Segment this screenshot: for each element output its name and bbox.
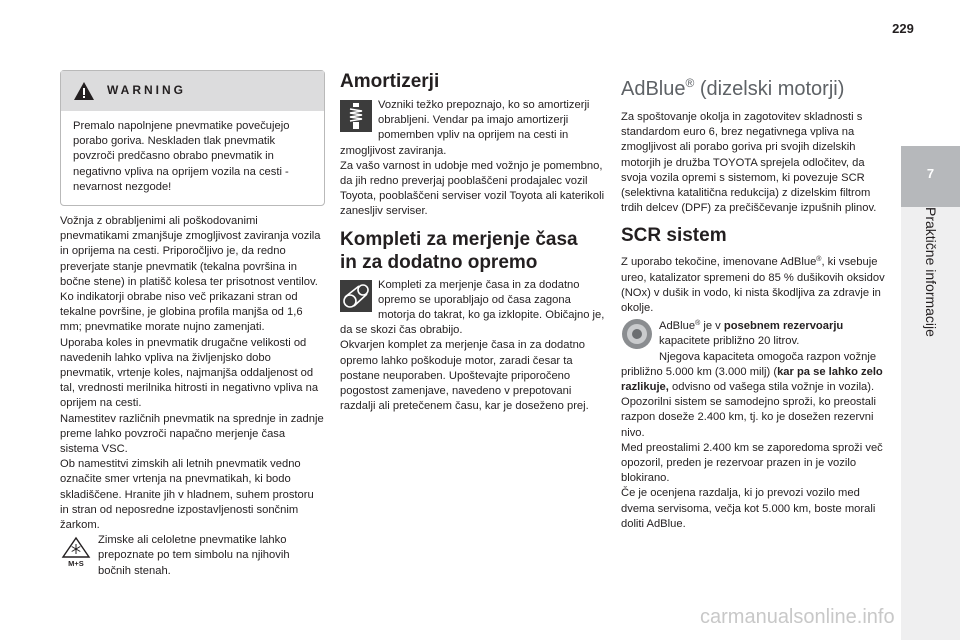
- column-right: [621, 70, 886, 532]
- range-paragraph: [621, 350, 886, 441]
- chapter-title: Praktične informacije: [923, 207, 939, 337]
- timing-kits-heading-line2: in za dodatno opremo: [340, 251, 538, 273]
- adblue-tank-note: [621, 316, 886, 349]
- tire-paragraph-4: Namestitev različnih pnevmatik na sprednje in zadnje preme lahko povzroči napačno merjenje časa sistema VSC.: [60, 412, 324, 456]
- column-middle: [340, 70, 605, 414]
- tire-paragraph-1: Vožnja z obrabljenimi ali poškodovanimi pnevmatikami zmanjšuje zmogljivost zaviranja vozila in oprijema na cesti. Priporočljivo je, da redno preverjate stanje pnevmatik (tekalna površina in bočne stene) in platišč kolesa ter prisotnost ventilov.: [60, 215, 321, 288]
- service-paragraph: Če je ocenjena razdalja, ki jo prevozi vozilo med dvema servisoma, večja kot 5.000 km, boste morali doliti AdBlue.: [621, 487, 876, 530]
- shock-absorbers-heading: Amortizerji: [340, 71, 440, 92]
- adblue-heading: [621, 70, 886, 102]
- tank-text-sup: ®: [695, 320, 701, 328]
- chapter-title-container: [901, 207, 960, 407]
- mountain-snowflake-icon: [60, 535, 92, 567]
- timing-kits-lead: [340, 278, 605, 339]
- shock-absorbers-body: Za vašo varnost in udobje med vožnjo je pomembno, da jih redno preverjaj pooblaščeni prodajalec vozil Toyota, pooblaščeni serviser vozil Toyota ali katerikoli zanesljiv serviser.: [340, 159, 605, 218]
- shock-absorbers-lead-text: Vozniki težko prepoznajo, ko so amortizerji obrabljeni. Vendar pa imajo amortizerji pomemben vpliv na oprijem na cesti in zmogljivost zaviranja.: [340, 99, 590, 157]
- adblue-heading-sup: ®: [685, 76, 695, 90]
- scr-paragraph-part-b: , ki vsebuje ureo, katalizator spremeni do 85 % dušikovih oksidov (NOx) v dušik in vodo, ki nista škodljiva za zdravje in okolje.: [621, 256, 885, 315]
- timing-kits-lead-text: Kompleti za merjenje časa in za dodatno opremo se uporabljajo od časa zagona motorja do takrat, ko ga izklopite. Običajno je, da se skozi čas obrabijo.: [340, 278, 605, 337]
- range-text-b: odvisno od vašega stila vožnje in vozila). Opozorilni sistem se samodejno sproži, ko preostali razpon doseže 2.400 km, tj. ko je dosežen rezervni nivo.: [621, 381, 876, 439]
- watermark: carmanualsonline.info: [700, 606, 895, 628]
- page-number: 229: [892, 21, 914, 36]
- tire-paragraph-3: Uporaba koles in pnevmatik drugačne velikosti od navedenih lahko vpliva na življenjsko dobo pnevmatik, vrtenje koles, najmanjša oddaljenost od tal, vrednosti merilnika hitrosti in negativno vpliva na oprijem na cesti.: [60, 336, 319, 410]
- tank-text-a: AdBlue: [659, 320, 696, 333]
- warnings-paragraph: Med preostalimi 2.400 km se zaporedoma sproži več opozoril, preden je rezervoar prazen in je vozilo blokirano.: [621, 441, 883, 485]
- shock-absorbers-lead: [340, 98, 605, 159]
- winter-tire-text: Zimske ali celoletne pnevmatike lahko prepoznate po tem simbolu na njihovih bočnih stenah.: [98, 534, 290, 577]
- winter-icon-label: M+S: [68, 559, 84, 568]
- scr-paragraph: [621, 252, 886, 316]
- tire-paragraph-2: Ko indikatorji obrabe niso več prikazani stran od tekalne površine, je globina profila manjša od 1,6 mm; pnevmatike morate nujno zamenjati.: [60, 291, 303, 334]
- warning-title: WARNING: [107, 83, 186, 98]
- tank-text-b: je v: [700, 320, 724, 333]
- adblue-intro: Za spoštovanje okolja in zagotovitev skladnosti s standardom euro 6, brez negativnega vpliva na zmogljivost ali porabo goriva pri svojih dizelskih motorjih je družba TOYOTA sprejela odločitev, da svoja vozila opremi s sistemom, ki povezuje SCR (selektivna katalitična redukcija) z dizelskim filtrom trdih delcev (DPF) za prečiščevanje izpušnih plinov.: [621, 111, 877, 215]
- tank-text-bold: posebnem rezervoarju: [723, 320, 844, 333]
- warning-header: [61, 71, 324, 111]
- tire-paragraph-5: Ob namestitvi zimskih ali letnih pnevmatik vedno označite smer vrtenja na pnevmatikah, ki bodo skladiščene. Hranite jih v hladnem, suhem prostoru in stran od neposredne izpostavljenosti sončnim žarkom.: [60, 458, 314, 532]
- tank-text-c: kapacitete približno 20 litrov.: [659, 335, 800, 348]
- timing-kits-heading-line1: Kompleti za merjenje časa: [340, 228, 578, 250]
- column-left: [60, 70, 325, 579]
- scr-heading: SCR sistem: [621, 225, 727, 247]
- chapter-number: 7: [926, 166, 935, 181]
- adblue-heading-rest: (dizelski motorji): [694, 78, 845, 100]
- warning-triangle-icon: [73, 81, 95, 101]
- timing-kits-heading: [340, 228, 605, 274]
- warning-box: [60, 70, 325, 206]
- timing-kits-body: Okvarjen komplet za merjenje časa in za dodatno opremo lahko poškoduje motor, zaradi česar ta postane neuporaben. Upoštevajte priporočeno pogostost zamenjave, navedeno v prepotovani razdalji ali pretečenem času, kar je doseženo prej.: [340, 339, 589, 413]
- warning-text: Premalo napolnjene pnevmatike povečujejo porabo goriva. Neskladen tlak pnevmatik povzroči predčasno obrabo pnevmatik in negativno vpliva na oprijem vozila na cesti - nevarnost nezgode!: [73, 120, 290, 193]
- range-text-bold: kar pa se lahko zelo razlikuje,: [621, 365, 883, 394]
- chapter-tab: [901, 146, 960, 207]
- info-disc-icon: [621, 318, 653, 350]
- adblue-heading-text: AdBlue: [621, 78, 686, 100]
- shock-absorber-icon: [340, 100, 372, 132]
- scr-paragraph-sup: ®: [816, 256, 822, 264]
- scr-paragraph-part-a: Z uporabo tekočine, imenovane AdBlue: [621, 256, 817, 269]
- winter-tire-note: [60, 533, 325, 579]
- timing-belt-icon: [340, 280, 372, 312]
- range-text-a: Njegova kapaciteta omogoča razpon vožnje približno 5.000 km (3.000 milj) (: [621, 350, 877, 378]
